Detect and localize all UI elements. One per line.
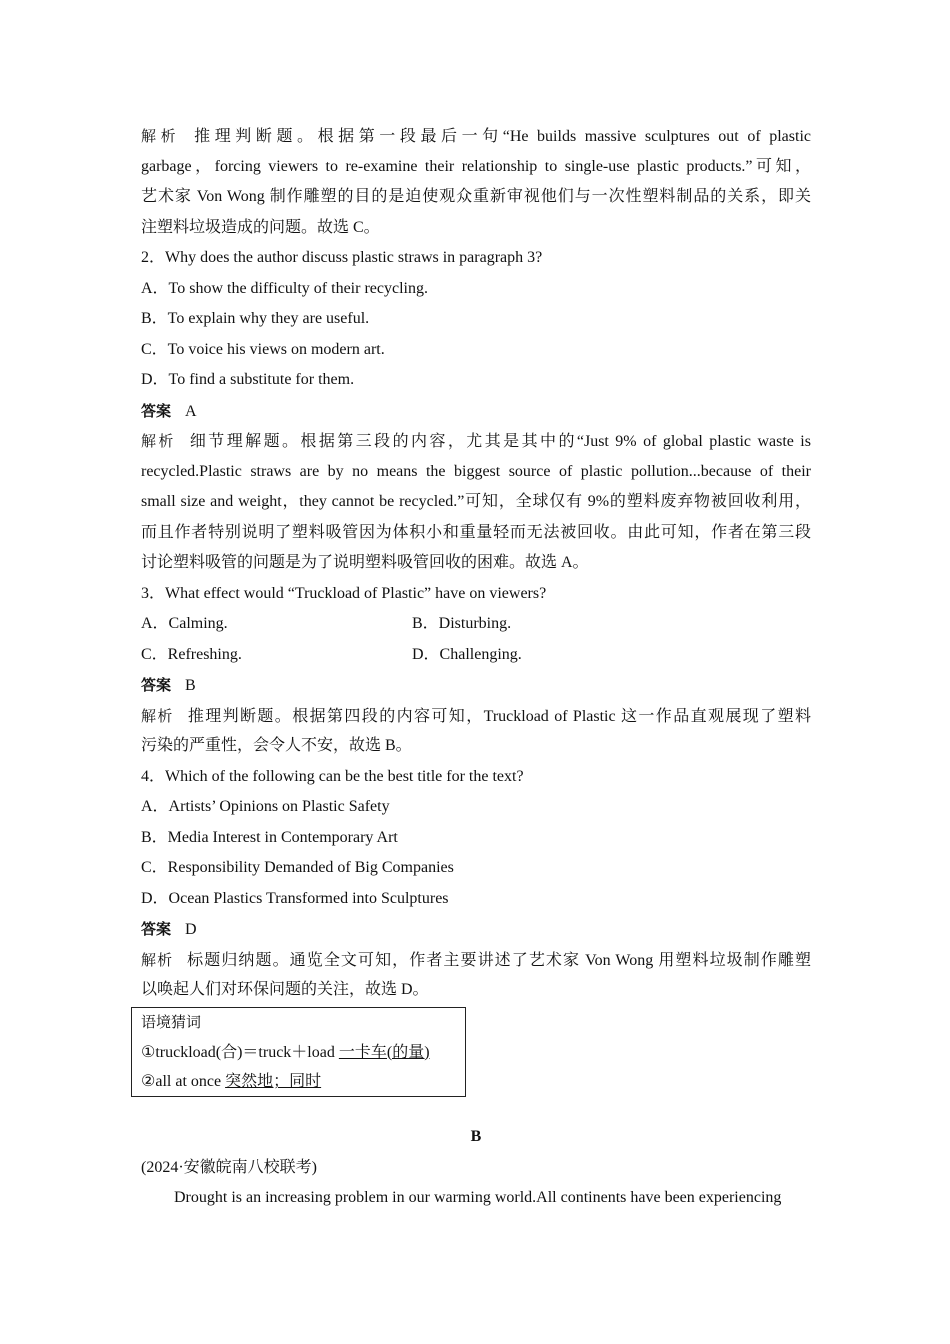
q3-answer: 答案 B bbox=[141, 676, 196, 694]
q2-option-d: D．To find a substitute for them. bbox=[141, 371, 355, 388]
q4-analysis-line: 解析 标题归纳题。通览全文可知，作者主要讲述了艺术家 Von Wong 用塑料垃圾制作雕塑 bbox=[141, 950, 811, 969]
q3-option-c: C．Refreshing. bbox=[141, 645, 242, 663]
q3-question: 3．What effect would “Truckload of Plastic” have on viewers? bbox=[141, 584, 547, 602]
q3-options-row bbox=[141, 640, 811, 671]
q4-option-b: B．Media Interest in Contemporary Art bbox=[141, 828, 398, 846]
analysis-tag: 解析 bbox=[141, 127, 181, 145]
q2-option-a: A．To show the difficulty of their recycling. bbox=[141, 279, 428, 297]
q2-option-c: C．To voice his views on modern art. bbox=[141, 340, 385, 358]
analysis-tag: 解析 bbox=[141, 432, 176, 450]
q1-analysis-line: 注塑料垃圾造成的问题。故选 C。 bbox=[141, 218, 380, 236]
vocab-box bbox=[131, 1007, 466, 1097]
q1-analysis-line: 艺术家 Von Wong 制作雕塑的目的是迫使观众重新审视他们与一次性塑料制品的关系，即关 bbox=[141, 188, 811, 205]
q1-analysis-line: garbage，forcing viewers to re-examine their relationship to single-use plastic products.”可知， bbox=[141, 157, 811, 175]
q2-question: 2．Why does the author discuss plastic straws in paragraph 3? bbox=[141, 249, 543, 266]
q4-answer: 答案 D bbox=[141, 920, 197, 938]
answer-tag: 答案 bbox=[141, 920, 172, 938]
section-title: B bbox=[470, 1128, 482, 1145]
q4-option-d: D．Ocean Plastics Transformed into Sculptures bbox=[141, 889, 449, 907]
vocab-meaning: 突然地；同时 bbox=[225, 1073, 322, 1090]
q2-analysis-line: small size and weight，they cannot be recycled.”可知，全球仅有 9%的塑料废弃物被回收利用， bbox=[141, 493, 811, 510]
vocab-title: 语境猜词 bbox=[141, 1013, 202, 1031]
answer-tag: 答案 bbox=[141, 676, 172, 694]
analysis-tag: 解析 bbox=[141, 706, 174, 725]
q3-option-a: A．Calming. bbox=[141, 615, 228, 632]
q4-question: 4．Which of the following can be the best title for the text? bbox=[141, 767, 524, 785]
analysis-tag: 解析 bbox=[141, 950, 174, 969]
q3-option-d: D．Challenging. bbox=[412, 645, 522, 663]
q4-option-a: A．Artists’ Opinions on Plastic Safety bbox=[141, 798, 390, 815]
vocab-item: ②all at once 突然地；同时 bbox=[141, 1073, 322, 1090]
q2-option-b: B．To explain why they are useful. bbox=[141, 310, 370, 327]
vocab-meaning: 一卡车(的量) bbox=[338, 1043, 430, 1061]
q2-analysis-line: 而且作者特别说明了塑料吸管因为体积小和重量轻而无法被回收。由此可知，作者在第三段 bbox=[141, 523, 811, 541]
q2-analysis-line: 讨论塑料吸管的问题是为了说明塑料吸管回收的困难。故选 A。 bbox=[141, 554, 589, 571]
answer-tag: 答案 bbox=[141, 401, 172, 420]
q1-analysis-line: 解析 推理判断题。根据第一段最后一句“He builds massive sculptures out of plastic bbox=[141, 127, 811, 145]
q3-options-row bbox=[141, 609, 811, 640]
section-b bbox=[141, 1122, 811, 1214]
vocab-item: ①truckload(合)＝truck＋load 一卡车(的量) bbox=[141, 1043, 430, 1061]
passage-first-line: Drought is an increasing problem in our warming world.All continents have been experiencing bbox=[174, 1189, 782, 1206]
q2-answer: 答案 A bbox=[141, 401, 197, 420]
q2-analysis-line: recycled.Plastic straws are by no means the biggest source of plastic pollution...because of their bbox=[141, 462, 811, 480]
q3-analysis-line: 解析 推理判断题。根据第四段的内容可知，Truckload of Plastic 这一作品直观展现了塑料 bbox=[141, 706, 811, 725]
section-source: (2024·安徽皖南八校联考) bbox=[141, 1158, 317, 1176]
q2-analysis-line: 解析 细节理解题。根据第三段的内容，尤其是其中的“Just 9% of global plastic waste is bbox=[141, 432, 811, 450]
q4-option-c: C．Responsibility Demanded of Big Companies bbox=[141, 859, 454, 876]
exam-content bbox=[141, 121, 811, 1006]
q4-analysis-line: 以唤起人们对环保问题的关注，故选 D。 bbox=[141, 981, 429, 998]
q3-analysis-line: 污染的严重性，会令人不安，故选 B。 bbox=[141, 737, 412, 754]
q3-option-b: B．Disturbing. bbox=[412, 615, 512, 632]
